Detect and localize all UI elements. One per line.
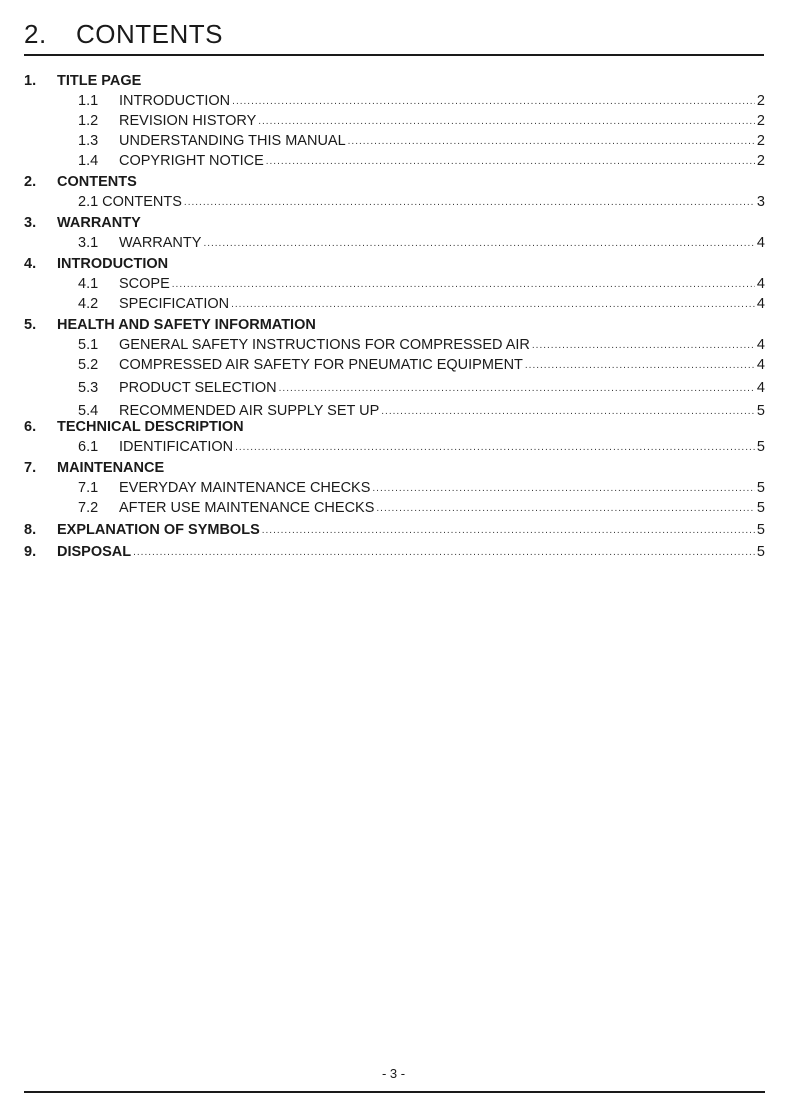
toc-section-title[interactable] xyxy=(24,459,765,478)
toc-entry[interactable] xyxy=(24,131,765,151)
toc-entry-title: SPECIFICATION xyxy=(119,296,230,312)
toc-entry-number: 6.1 xyxy=(78,439,99,455)
page-heading xyxy=(24,18,764,56)
toc-entry-title: REVISION HISTORY xyxy=(119,113,257,129)
toc-entry-page: 5 xyxy=(756,439,765,455)
toc-entry[interactable] xyxy=(24,437,765,457)
toc-entry-number: 1.1 xyxy=(78,93,99,109)
toc-section-title[interactable] xyxy=(24,255,765,274)
toc-entry[interactable] xyxy=(24,355,765,375)
toc-entry-page: 3 xyxy=(756,194,765,210)
dot-leader xyxy=(532,336,755,356)
toc-entry[interactable] xyxy=(24,233,765,253)
dot-leader xyxy=(203,234,754,254)
toc-entry-title: COMPRESSED AIR SAFETY FOR PNEUMATIC EQUIPMENT xyxy=(119,357,523,373)
toc-section-label: WARRANTY xyxy=(57,215,141,231)
toc-entry[interactable] xyxy=(24,274,765,294)
toc-entry-title: SCOPE xyxy=(119,276,170,292)
toc-entry-page: 5 xyxy=(756,480,765,496)
toc-section-title[interactable] xyxy=(24,173,765,192)
dot-leader xyxy=(184,193,755,213)
toc-entry-number: 1.2 xyxy=(78,113,99,129)
toc-section-number: 2. xyxy=(24,174,37,190)
toc-section-number: 3. xyxy=(24,215,37,231)
toc-section-title[interactable] xyxy=(24,521,765,540)
footer-divider xyxy=(24,1091,765,1093)
toc-entry-number: 4.1 xyxy=(78,276,99,292)
toc-section-number: 5. xyxy=(24,317,37,333)
toc-entry-page: 2 xyxy=(756,153,765,169)
toc-section xyxy=(24,316,765,420)
toc-section-label: INTRODUCTION xyxy=(57,256,169,272)
dot-leader xyxy=(235,438,755,458)
toc-entry-page: 5 xyxy=(756,500,765,516)
toc-section xyxy=(24,459,765,518)
toc-entry-title: WARRANTY xyxy=(119,235,202,251)
toc-section-label: CONTENTS xyxy=(57,174,137,190)
toc-entry-number: 1.4 xyxy=(78,153,99,169)
toc-entry-page: 4 xyxy=(756,276,765,292)
dot-leader xyxy=(266,152,755,172)
toc-entry-number: 5.3 xyxy=(78,380,99,396)
toc-entry-title: PRODUCT SELECTION xyxy=(119,380,277,396)
toc-section-label: TITLE PAGE xyxy=(57,73,142,89)
dot-leader xyxy=(262,521,755,540)
toc-entry[interactable] xyxy=(24,111,765,131)
toc-entry-page: 2 xyxy=(756,93,765,109)
toc-entry-page: 2 xyxy=(756,113,765,129)
toc-section xyxy=(24,214,765,253)
page-number: - 3 - xyxy=(381,1066,406,1081)
toc-entry-title: IDENTIFICATION xyxy=(119,439,234,455)
dot-leader xyxy=(133,543,755,562)
toc-entry-page: 4 xyxy=(756,357,765,373)
toc-entry-number: 7.2 xyxy=(78,500,99,516)
dot-leader xyxy=(232,92,755,112)
toc-section xyxy=(24,255,765,314)
toc-entry-page: 4 xyxy=(756,235,765,251)
toc-section-title[interactable] xyxy=(24,316,765,335)
toc-entry-number: 3.1 xyxy=(78,235,99,251)
toc-entry[interactable] xyxy=(24,91,765,111)
toc-entry-number: 5.4 xyxy=(78,403,99,419)
toc-section-number: 4. xyxy=(24,256,37,272)
page-heading-number: 2. xyxy=(24,19,47,49)
page-heading-title: CONTENTS xyxy=(76,19,223,49)
dot-leader xyxy=(376,499,755,519)
toc-section-title[interactable] xyxy=(24,543,765,562)
dot-leader xyxy=(348,132,755,152)
toc-entry-number: 7.1 xyxy=(78,480,99,496)
toc-entry[interactable] xyxy=(24,192,765,212)
toc-entry-title: GENERAL SAFETY INSTRUCTIONS FOR COMPRESSED AIR xyxy=(119,337,530,353)
toc-entry-number: 4.2 xyxy=(78,296,99,312)
toc-section-number: 8. xyxy=(24,522,37,538)
toc-entry[interactable] xyxy=(24,335,765,355)
toc-entry-page: 5 xyxy=(756,544,765,560)
toc-section-number: 1. xyxy=(24,73,37,89)
dot-leader xyxy=(372,479,755,499)
toc-section xyxy=(24,521,765,540)
toc-entry-page: 4 xyxy=(756,296,765,312)
toc-entry-number: 5.2 xyxy=(78,357,99,373)
dot-leader xyxy=(172,275,755,295)
toc-section-label: DISPOSAL xyxy=(57,544,132,560)
toc-entry-number: 2.1 xyxy=(78,194,99,210)
toc-entry-title: RECOMMENDED AIR SUPPLY SET UP xyxy=(119,403,380,419)
toc-entry[interactable] xyxy=(24,151,765,171)
toc-section-number: 7. xyxy=(24,460,37,476)
table-of-contents xyxy=(24,70,765,562)
toc-section-number: 6. xyxy=(24,419,37,435)
toc-entry-number: 1.3 xyxy=(78,133,99,149)
toc-section-number: 9. xyxy=(24,544,37,560)
toc-entry[interactable] xyxy=(24,375,765,398)
toc-section xyxy=(24,72,765,171)
toc-entry[interactable] xyxy=(24,294,765,314)
toc-entry[interactable] xyxy=(24,478,765,498)
toc-entry[interactable] xyxy=(24,398,765,420)
dot-leader xyxy=(381,399,755,425)
dot-leader xyxy=(258,112,755,132)
toc-section-title[interactable] xyxy=(24,72,765,91)
toc-section-label: HEALTH AND SAFETY INFORMATION xyxy=(57,317,316,333)
toc-entry[interactable] xyxy=(24,498,765,518)
toc-entry-page: 4 xyxy=(756,380,765,396)
toc-entry-page: 2 xyxy=(756,133,765,149)
toc-section-title[interactable] xyxy=(24,214,765,233)
toc-section-label: MAINTENANCE xyxy=(57,460,165,476)
toc-entry-number: 5.1 xyxy=(78,337,99,353)
toc-entry-title: INTRODUCTION xyxy=(119,93,231,109)
dot-leader xyxy=(231,295,755,315)
toc-section-label: EXPLANATION OF SYMBOLS xyxy=(57,522,260,538)
toc-entry-title: AFTER USE MAINTENANCE CHECKS xyxy=(119,500,375,516)
toc-section-label: TECHNICAL DESCRIPTION xyxy=(57,419,244,435)
dot-leader xyxy=(525,356,755,376)
toc-section xyxy=(24,543,765,562)
toc-entry-title: CONTENTS xyxy=(102,194,182,210)
toc-entry-page: 5 xyxy=(756,403,765,419)
toc-entry-page: 5 xyxy=(756,522,765,538)
toc-entry-title: UNDERSTANDING THIS MANUAL xyxy=(119,133,346,149)
toc-entry-title: EVERYDAY MAINTENANCE CHECKS xyxy=(119,480,371,496)
toc-section xyxy=(24,173,765,212)
toc-entry-page: 4 xyxy=(756,337,765,353)
toc-entry-title: COPYRIGHT NOTICE xyxy=(119,153,264,169)
